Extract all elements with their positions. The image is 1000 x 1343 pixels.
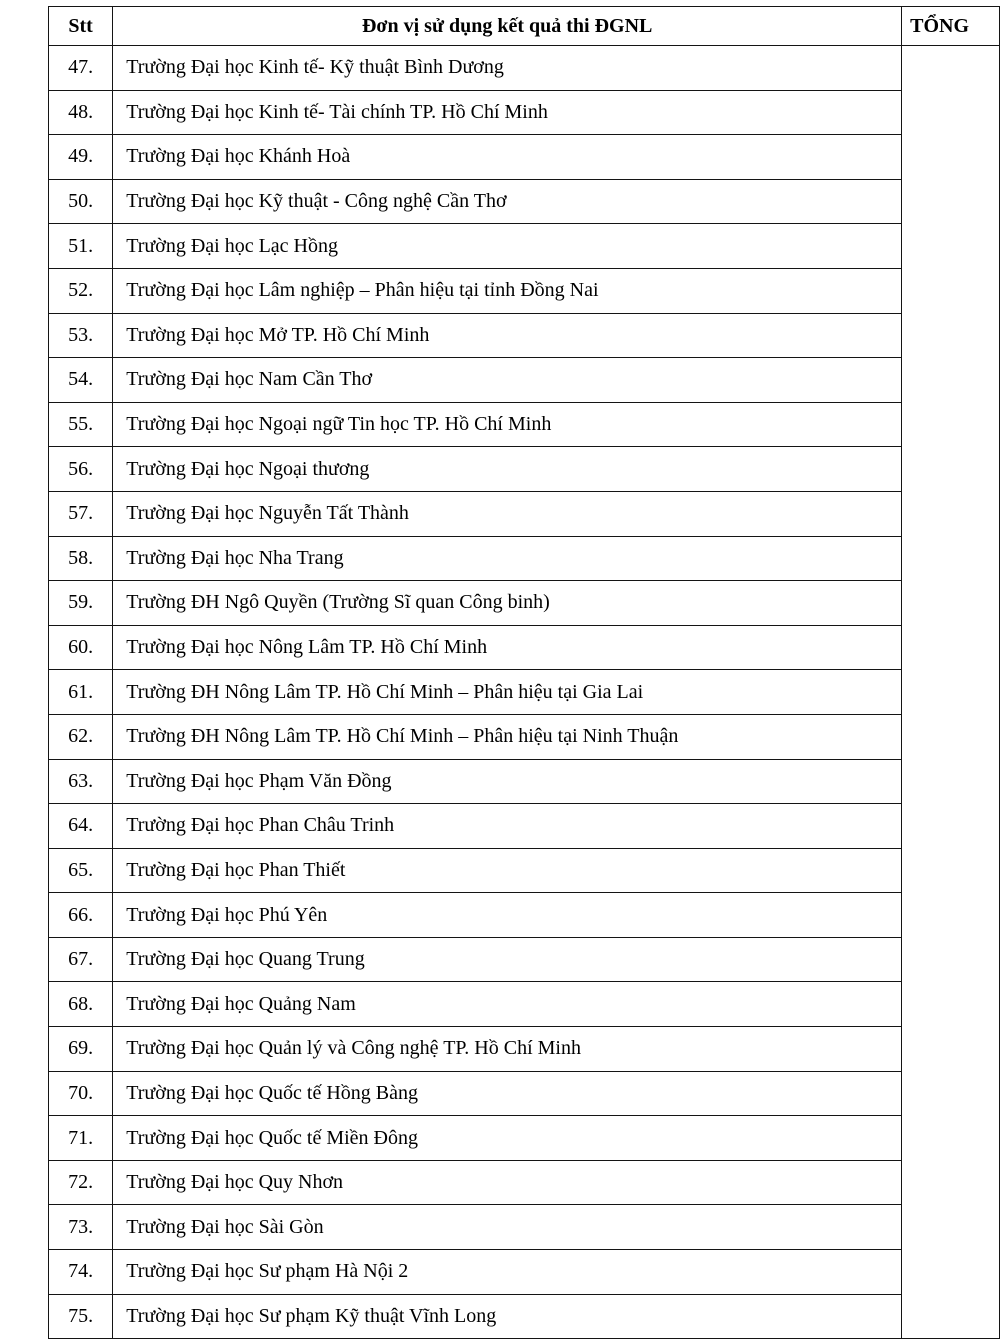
- unit-name-cell: Trường Đại học Quang Trung: [113, 937, 902, 982]
- unit-name-cell: Trường Đại học Quản lý và Công nghệ TP. Hồ Chí Minh: [113, 1027, 902, 1072]
- unit-name-cell: Trường Đại học Phan Châu Trinh: [113, 804, 902, 849]
- unit-name-cell: Trường Đại học Mở TP. Hồ Chí Minh: [113, 313, 902, 358]
- row-number-cell: 66.: [49, 893, 113, 938]
- unit-name-cell: Trường Đại học Lạc Hồng: [113, 224, 902, 269]
- table-row: [49, 804, 1000, 849]
- table-row: [49, 1205, 1000, 1250]
- unit-name-cell: Trường Đại học Quốc tế Miền Đông: [113, 1116, 902, 1161]
- table-row: [49, 402, 1000, 447]
- table-row: [49, 1027, 1000, 1072]
- unit-name-cell: Trường ĐH Nông Lâm TP. Hồ Chí Minh – Phân hiệu tại Gia Lai: [113, 670, 902, 715]
- table-row: [49, 46, 1000, 91]
- row-number-cell: 68.: [49, 982, 113, 1027]
- unit-name-cell: Trường Đại học Sư phạm Hà Nội 2: [113, 1250, 902, 1295]
- unit-name-cell: Trường Đại học Phạm Văn Đồng: [113, 759, 902, 804]
- row-number-cell: 69.: [49, 1027, 113, 1072]
- unit-name-cell: Trường Đại học Quảng Nam: [113, 982, 902, 1027]
- row-number-cell: 60.: [49, 625, 113, 670]
- row-number-cell: 72.: [49, 1160, 113, 1205]
- row-number-cell: 64.: [49, 804, 113, 849]
- row-number-cell: 59.: [49, 581, 113, 626]
- table-row: [49, 90, 1000, 135]
- table-row: [49, 491, 1000, 536]
- row-number-cell: 58.: [49, 536, 113, 581]
- unit-name-cell: Trường Đại học Khánh Hoà: [113, 135, 902, 180]
- row-number-cell: 71.: [49, 1116, 113, 1161]
- table-row: [49, 1160, 1000, 1205]
- unit-name-cell: Trường Đại học Kinh tế- Tài chính TP. Hồ Chí Minh: [113, 90, 902, 135]
- row-number-cell: 63.: [49, 759, 113, 804]
- unit-name-cell: Trường Đại học Nam Cần Thơ: [113, 358, 902, 403]
- unit-name-cell: Trường Đại học Nông Lâm TP. Hồ Chí Minh: [113, 625, 902, 670]
- table-row: [49, 224, 1000, 269]
- row-number-cell: 57.: [49, 491, 113, 536]
- row-number-cell: 48.: [49, 90, 113, 135]
- unit-name-cell: Trường Đại học Phan Thiết: [113, 848, 902, 893]
- table-row: [49, 536, 1000, 581]
- row-number-cell: 62.: [49, 714, 113, 759]
- header-row: [49, 7, 1000, 46]
- unit-name-cell: Trường Đại học Nguyễn Tất Thành: [113, 491, 902, 536]
- row-number-cell: 75.: [49, 1294, 113, 1339]
- row-number-cell: 70.: [49, 1071, 113, 1116]
- table-row: [49, 848, 1000, 893]
- column-header-stt: Stt: [49, 7, 113, 46]
- table-row: [49, 982, 1000, 1027]
- unit-name-cell: Trường Đại học Ngoại ngữ Tin học TP. Hồ Chí Minh: [113, 402, 902, 447]
- unit-name-cell: Trường Đại học Ngoại thương: [113, 447, 902, 492]
- table-row: [49, 268, 1000, 313]
- unit-name-cell: Trường Đại học Kỹ thuật - Công nghệ Cần Thơ: [113, 179, 902, 224]
- table-body: [49, 46, 1000, 1339]
- table-row: [49, 135, 1000, 180]
- row-number-cell: 67.: [49, 937, 113, 982]
- unit-name-cell: Trường ĐH Ngô Quyền (Trường Sĩ quan Công binh): [113, 581, 902, 626]
- dgnl-units-table: [48, 6, 1000, 1339]
- unit-name-cell: Trường Đại học Sư phạm Kỹ thuật Vĩnh Long: [113, 1294, 902, 1339]
- row-number-cell: 49.: [49, 135, 113, 180]
- table-row: [49, 1116, 1000, 1161]
- table-row: [49, 179, 1000, 224]
- unit-name-cell: Trường Đại học Quốc tế Hồng Bàng: [113, 1071, 902, 1116]
- unit-name-cell: Trường ĐH Nông Lâm TP. Hồ Chí Minh – Phân hiệu tại Ninh Thuận: [113, 714, 902, 759]
- table-row: [49, 1071, 1000, 1116]
- row-number-cell: 74.: [49, 1250, 113, 1295]
- table-row: [49, 893, 1000, 938]
- row-number-cell: 52.: [49, 268, 113, 313]
- row-number-cell: 61.: [49, 670, 113, 715]
- row-number-cell: 56.: [49, 447, 113, 492]
- row-number-cell: 50.: [49, 179, 113, 224]
- table-row: [49, 447, 1000, 492]
- unit-name-cell: Trường Đại học Sài Gòn: [113, 1205, 902, 1250]
- row-number-cell: 73.: [49, 1205, 113, 1250]
- row-number-cell: 54.: [49, 358, 113, 403]
- table-row: [49, 1294, 1000, 1339]
- table-row: [49, 937, 1000, 982]
- column-header-tong: TỔNG: [902, 7, 1000, 46]
- row-number-cell: 53.: [49, 313, 113, 358]
- unit-name-cell: Trường Đại học Phú Yên: [113, 893, 902, 938]
- row-number-cell: 65.: [49, 848, 113, 893]
- table-row: [49, 313, 1000, 358]
- table-row: [49, 625, 1000, 670]
- table-row: [49, 1250, 1000, 1295]
- unit-name-cell: Trường Đại học Nha Trang: [113, 536, 902, 581]
- column-header-unit: Đơn vị sử dụng kết quả thi ĐGNL: [113, 7, 902, 46]
- table-row: [49, 714, 1000, 759]
- unit-name-cell: Trường Đại học Quy Nhơn: [113, 1160, 902, 1205]
- unit-name-cell: Trường Đại học Lâm nghiệp – Phân hiệu tại tỉnh Đồng Nai: [113, 268, 902, 313]
- row-number-cell: 47.: [49, 46, 113, 91]
- table-row: [49, 759, 1000, 804]
- row-number-cell: 51.: [49, 224, 113, 269]
- table-row: [49, 581, 1000, 626]
- row-number-cell: 55.: [49, 402, 113, 447]
- table-row: [49, 358, 1000, 403]
- unit-name-cell: Trường Đại học Kinh tế- Kỹ thuật Bình Dương: [113, 46, 902, 91]
- tong-total-cell: [902, 46, 1000, 1339]
- table-row: [49, 670, 1000, 715]
